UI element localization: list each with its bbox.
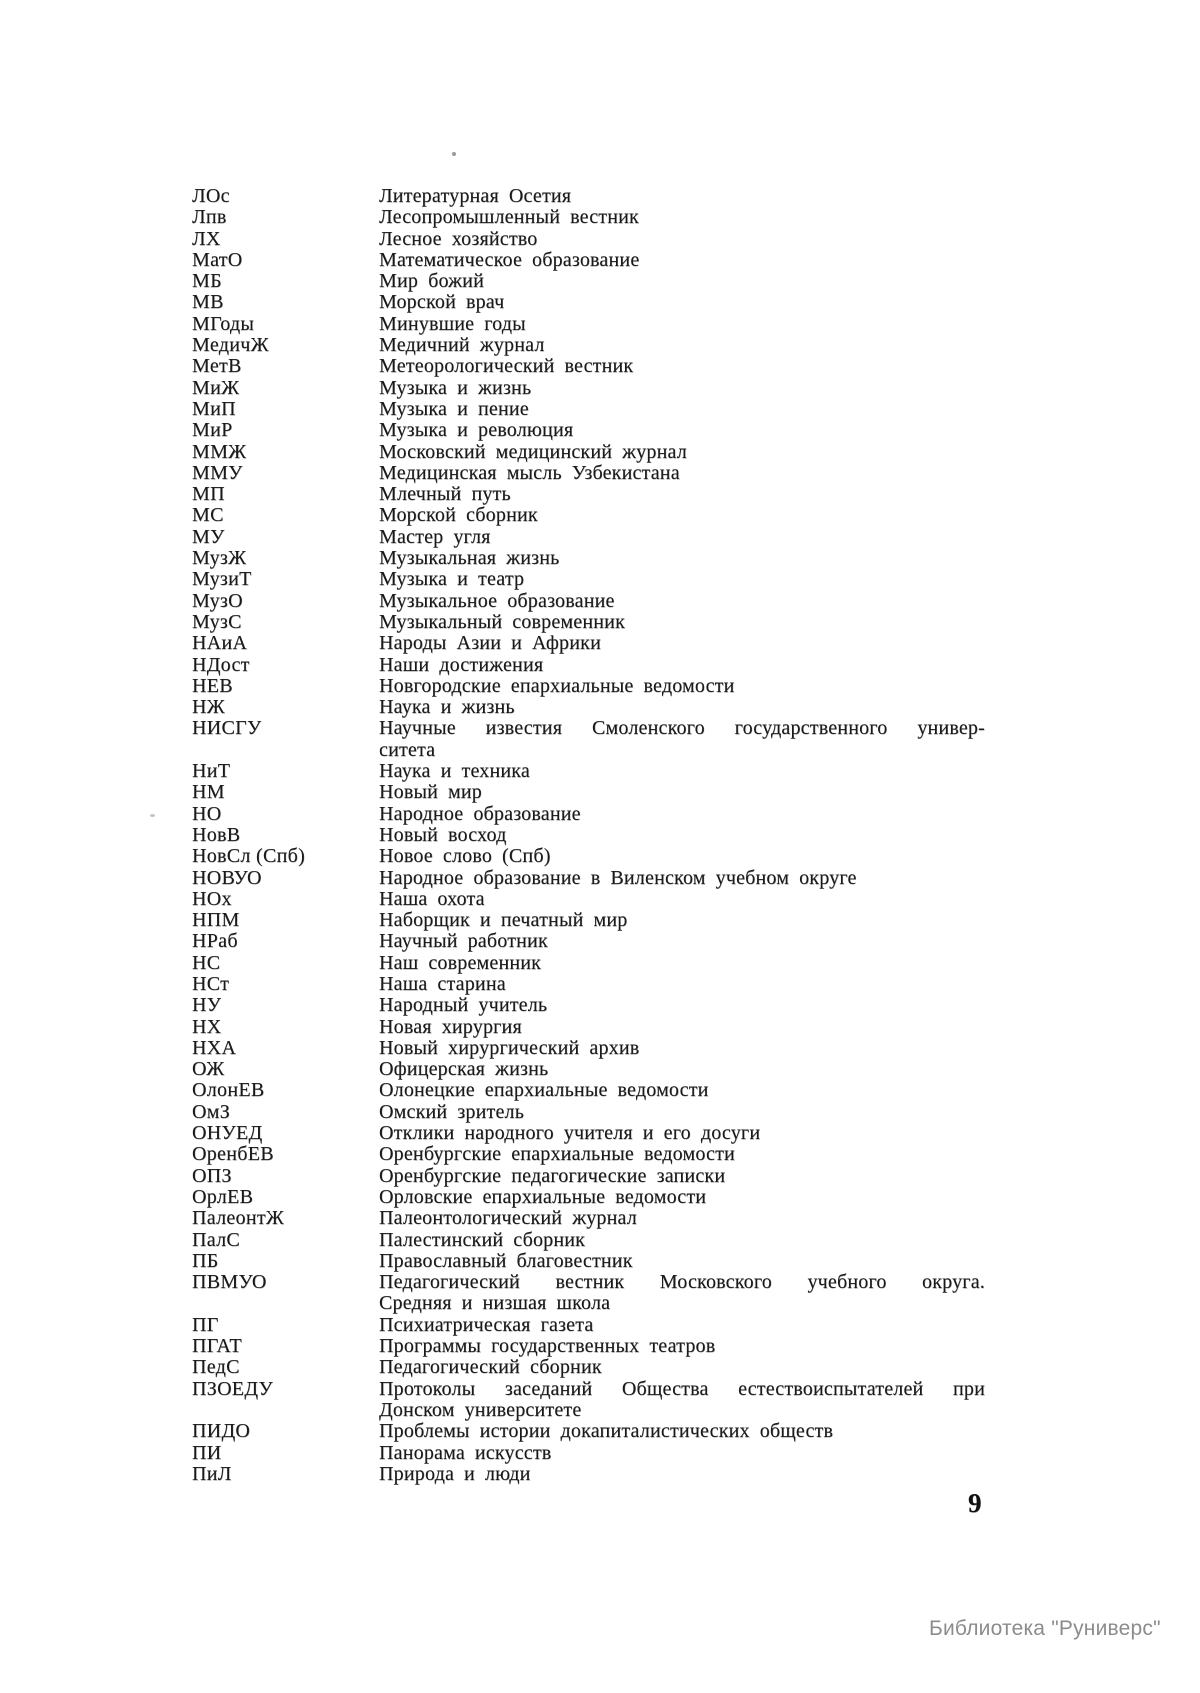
title-line: Морской сборник [379,504,538,527]
entry-row [192,399,992,420]
title-line: Наша охота [379,887,485,910]
entry-row [192,655,992,676]
title-line: Метеорологический вестник [379,355,634,378]
title-line: Медицинская мысль Узбекистана [379,461,680,484]
abbreviation-cell: НРаб [192,930,238,953]
abbreviation-cell: НС [192,951,221,974]
entry-row [192,1357,992,1378]
abbreviation-cell: МузО [192,589,243,612]
title-cell [379,995,985,1016]
abbreviation-cell: ПБ [192,1249,219,1272]
title-cell [379,1379,985,1422]
page-number: 9 [968,1488,982,1518]
entry-row [192,718,992,761]
abbreviation-cell: НУ [192,994,222,1017]
abbreviation-cell: ЛОс [192,185,230,207]
abbreviation-cell: МузС [192,610,242,633]
title-line: Лесное хозяйство [379,227,538,250]
watermark: Библиотека "Руниверс" [929,1617,1161,1640]
title-line: Мастер угля [379,525,491,548]
abbreviation-cell: НовВ [192,823,241,846]
abbreviation-cell: ПИДО [192,1420,251,1443]
title-line: Наш современник [379,951,542,974]
entry-row [192,1080,992,1101]
title-line: Музыкальное образование [379,589,615,612]
entry-row [192,1379,992,1422]
abbreviation-cell: ПГ [192,1313,219,1336]
abbreviation-cell: НПМ [192,909,240,932]
entry-row [192,505,992,526]
title-cell [379,207,985,228]
title-line: Музыка и революция [379,419,574,442]
entry-row [192,1230,992,1251]
scan-speck [150,814,155,817]
entry-row [192,953,992,974]
title-line: Музыка и театр [379,568,525,591]
entry-row [192,1336,992,1357]
abbreviation-cell: НиТ [192,760,231,783]
title-line: Литературная Осетия [379,185,572,207]
entry-row [192,1315,992,1336]
abbreviation-cell: МП [192,483,225,506]
entry-row [192,676,992,697]
abbreviation-cell: ММУ [192,461,243,484]
abbreviation-cell: ОрлЕВ [192,1185,254,1208]
entry-row [192,1251,992,1272]
abbreviation-cell: ПЗОЕДУ [192,1377,273,1400]
title-cell [379,1336,985,1357]
title-line: Народы Азии и Африки [379,632,601,655]
entry-row [192,335,992,356]
abbreviation-cell: ЛХ [192,227,221,250]
title-line: Оренбургские епархиальные ведомости [379,1143,735,1166]
title-cell [379,612,985,633]
abbreviation-cell: ПалС [192,1228,241,1251]
abbreviation-cell: НХ [192,1015,222,1038]
title-line: Новый восход [379,823,507,846]
abbreviation-list [192,186,992,1485]
entry-row [192,910,992,931]
title-line: Протоколы заседаний Общества естествоиспытателей при [379,1377,985,1400]
title-cell [379,569,985,590]
title-cell [379,1421,985,1442]
title-line: Мир божий [379,270,484,293]
title-cell [379,1230,985,1251]
title-line: Медичний журнал [379,334,545,357]
title-line: Офицерская жизнь [379,1058,549,1081]
title-cell [379,804,985,825]
title-cell [379,825,985,846]
abbreviation-cell: НХА [192,1036,237,1059]
abbreviation-cell: НМ [192,781,225,804]
abbreviation-cell: ПедС [192,1356,240,1379]
title-cell [379,1080,985,1101]
title-line: Православный благовестник [379,1249,633,1272]
abbreviation-cell: НИСГУ [192,717,262,740]
title-cell [379,420,985,441]
title-line: Математическое образование [379,248,640,271]
title-line: Морской врач [379,291,505,314]
title-cell [379,782,985,803]
entry-row [192,314,992,335]
abbreviation-cell: МБ [192,270,222,293]
title-cell [379,505,985,526]
entry-row [192,356,992,377]
abbreviation-cell: МВ [192,291,224,314]
abbreviation-cell: НОх [192,887,232,910]
title-cell [379,910,985,931]
abbreviation-cell: МУ [192,525,225,548]
title-line: Педагогический сборник [379,1356,602,1379]
title-line: Музыкальная жизнь [379,547,560,570]
entry-row [192,761,992,782]
title-cell [379,1123,985,1144]
entry-row [192,420,992,441]
title-line: Новгородские епархиальные ведомости [379,674,735,697]
title-line: Наши достижения [379,653,544,676]
entry-row [192,463,992,484]
entry-row [192,548,992,569]
title-line: Омский зритель [379,1100,525,1123]
title-cell [379,718,985,761]
entry-row [192,186,992,207]
title-line: Средняя и низшая школа [379,1292,611,1315]
scan-speck [452,152,456,156]
abbreviation-cell: ОЖ [192,1058,225,1081]
abbreviation-cell: НЕВ [192,674,233,697]
title-line: Музыка и пение [379,397,529,420]
title-line: Донском университете [379,1398,582,1421]
title-line: Новый хирургический архив [379,1036,640,1059]
title-line: Народный учитель [379,994,548,1017]
title-line: Московский медицинский журнал [379,440,687,463]
title-cell [379,1144,985,1165]
title-cell [379,1464,985,1485]
title-line: Новая хирургия [379,1015,522,1038]
title-cell [379,314,985,335]
title-line: Панорама искусств [379,1441,552,1464]
title-cell [379,1272,985,1315]
title-line: Музыкальный современник [379,610,625,633]
title-cell [379,250,985,271]
title-line: Проблемы истории докапиталистических обществ [379,1420,834,1443]
title-cell [379,271,985,292]
abbreviation-cell: МетВ [192,355,242,378]
abbreviation-cell: Лпв [192,206,227,229]
title-line: Млечный путь [379,483,511,506]
title-line: Наша старина [379,972,506,995]
entry-row [192,1038,992,1059]
entry-row [192,612,992,633]
entry-row [192,633,992,654]
title-line: Новый мир [379,781,482,804]
title-cell [379,399,985,420]
entry-row [192,591,992,612]
title-line: Народное образование [379,802,581,825]
title-cell [379,697,985,718]
title-cell [379,1059,985,1080]
abbreviation-cell: НСт [192,972,230,995]
entry-row [192,442,992,463]
entry-row [192,1421,992,1442]
title-line: Психиатрическая газета [379,1313,594,1336]
title-cell [379,484,985,505]
title-line: ситета [379,738,436,761]
entry-row [192,271,992,292]
title-cell [379,378,985,399]
abbreviation-cell: ПВМУО [192,1271,267,1294]
title-cell [379,889,985,910]
title-line: Народное образование в Виленском учебном округе [379,866,857,889]
title-line: Научные известия Смоленского государственного универ- [379,717,985,740]
title-line: Природа и люди [379,1462,531,1485]
title-line: Наука и техника [379,760,530,783]
abbreviation-cell: МС [192,504,224,527]
title-cell [379,846,985,867]
title-cell [379,1251,985,1272]
title-cell [379,761,985,782]
title-cell [379,1187,985,1208]
title-line: Лесопромышленный вестник [379,206,639,229]
title-cell [379,931,985,952]
title-line: Педагогический вестник Московского учебного округа. [379,1271,985,1294]
abbreviation-cell: ОлонЕВ [192,1079,265,1102]
entry-row [192,1102,992,1123]
entry-row [192,292,992,313]
title-cell [379,548,985,569]
title-cell [379,868,985,889]
title-cell [379,1038,985,1059]
abbreviation-cell: НовСл (Спб) [192,845,306,868]
abbreviation-cell: НО [192,802,222,825]
title-cell [379,1102,985,1123]
abbreviation-cell: МГоды [192,312,255,335]
abbreviation-cell: МузЖ [192,547,247,570]
title-line: Программы государственных театров [379,1335,716,1358]
title-line: Наборщик и печатный мир [379,909,628,932]
entry-row [192,378,992,399]
abbreviation-cell: НОВУО [192,866,262,889]
title-cell [379,1315,985,1336]
abbreviation-cell: ПГАТ [192,1335,242,1358]
abbreviation-cell: МиР [192,419,233,442]
entry-row [192,484,992,505]
abbreviation-cell: ОмЗ [192,1100,231,1123]
entry-row [192,846,992,867]
entry-row [192,868,992,889]
abbreviation-cell: МиП [192,397,236,420]
entry-row [192,804,992,825]
abbreviation-cell: ПИ [192,1441,222,1464]
title-cell [379,292,985,313]
title-line: Палестинский сборник [379,1228,586,1251]
entry-row [192,931,992,952]
title-cell [379,655,985,676]
abbreviation-cell: ПалеонтЖ [192,1207,285,1230]
entry-row [192,1166,992,1187]
title-line: Отклики народного учителя и его досуги [379,1122,761,1145]
abbreviation-cell: НЖ [192,696,225,719]
entry-row [192,1123,992,1144]
entry-row [192,1059,992,1080]
title-line: Новое слово (Спб) [379,845,551,868]
abbreviation-cell: НДост [192,653,250,676]
title-cell [379,591,985,612]
entry-row [192,1208,992,1229]
entry-row [192,207,992,228]
entry-row [192,825,992,846]
entry-row [192,229,992,250]
title-cell [379,974,985,995]
title-line: Оренбургские педагогические записки [379,1164,726,1187]
entry-row [192,1464,992,1485]
abbreviation-cell: МатО [192,248,243,271]
title-cell [379,1443,985,1464]
title-line: Олонецкие епархиальные ведомости [379,1079,709,1102]
abbreviation-cell: МиЖ [192,376,240,399]
entry-row [192,1443,992,1464]
title-line: Наука и жизнь [379,696,515,719]
title-cell [379,527,985,548]
title-cell [379,1017,985,1038]
title-cell [379,953,985,974]
title-line: Орловские епархиальные ведомости [379,1185,707,1208]
abbreviation-cell: ОНУЕД [192,1122,263,1145]
abbreviation-cell: ММЖ [192,440,247,463]
entry-row [192,995,992,1016]
abbreviation-cell: ОПЗ [192,1164,232,1187]
title-cell [379,676,985,697]
entry-row [192,1144,992,1165]
title-cell [379,1166,985,1187]
title-cell [379,356,985,377]
title-cell [379,186,985,207]
title-line: Палеонтологический журнал [379,1207,637,1230]
entry-row [192,1187,992,1208]
title-line: Минувшие годы [379,312,526,335]
title-line: Музыка и жизнь [379,376,532,399]
abbreviation-cell: НАиА [192,632,248,655]
title-cell [379,1208,985,1229]
entry-row [192,1017,992,1038]
entry-row [192,527,992,548]
abbreviation-cell: ПиЛ [192,1462,232,1485]
title-cell [379,335,985,356]
title-line: Научный работник [379,930,548,953]
title-cell [379,463,985,484]
title-cell [379,229,985,250]
entry-row [192,782,992,803]
title-cell [379,1357,985,1378]
entry-row [192,569,992,590]
entry-row [192,697,992,718]
entry-row [192,974,992,995]
entry-row [192,250,992,271]
title-cell [379,442,985,463]
entry-row [192,1272,992,1315]
title-cell [379,633,985,654]
abbreviation-cell: МедичЖ [192,334,269,357]
abbreviation-cell: МузиТ [192,568,252,591]
entry-row [192,889,992,910]
abbreviation-cell: ОренбЕВ [192,1143,274,1166]
